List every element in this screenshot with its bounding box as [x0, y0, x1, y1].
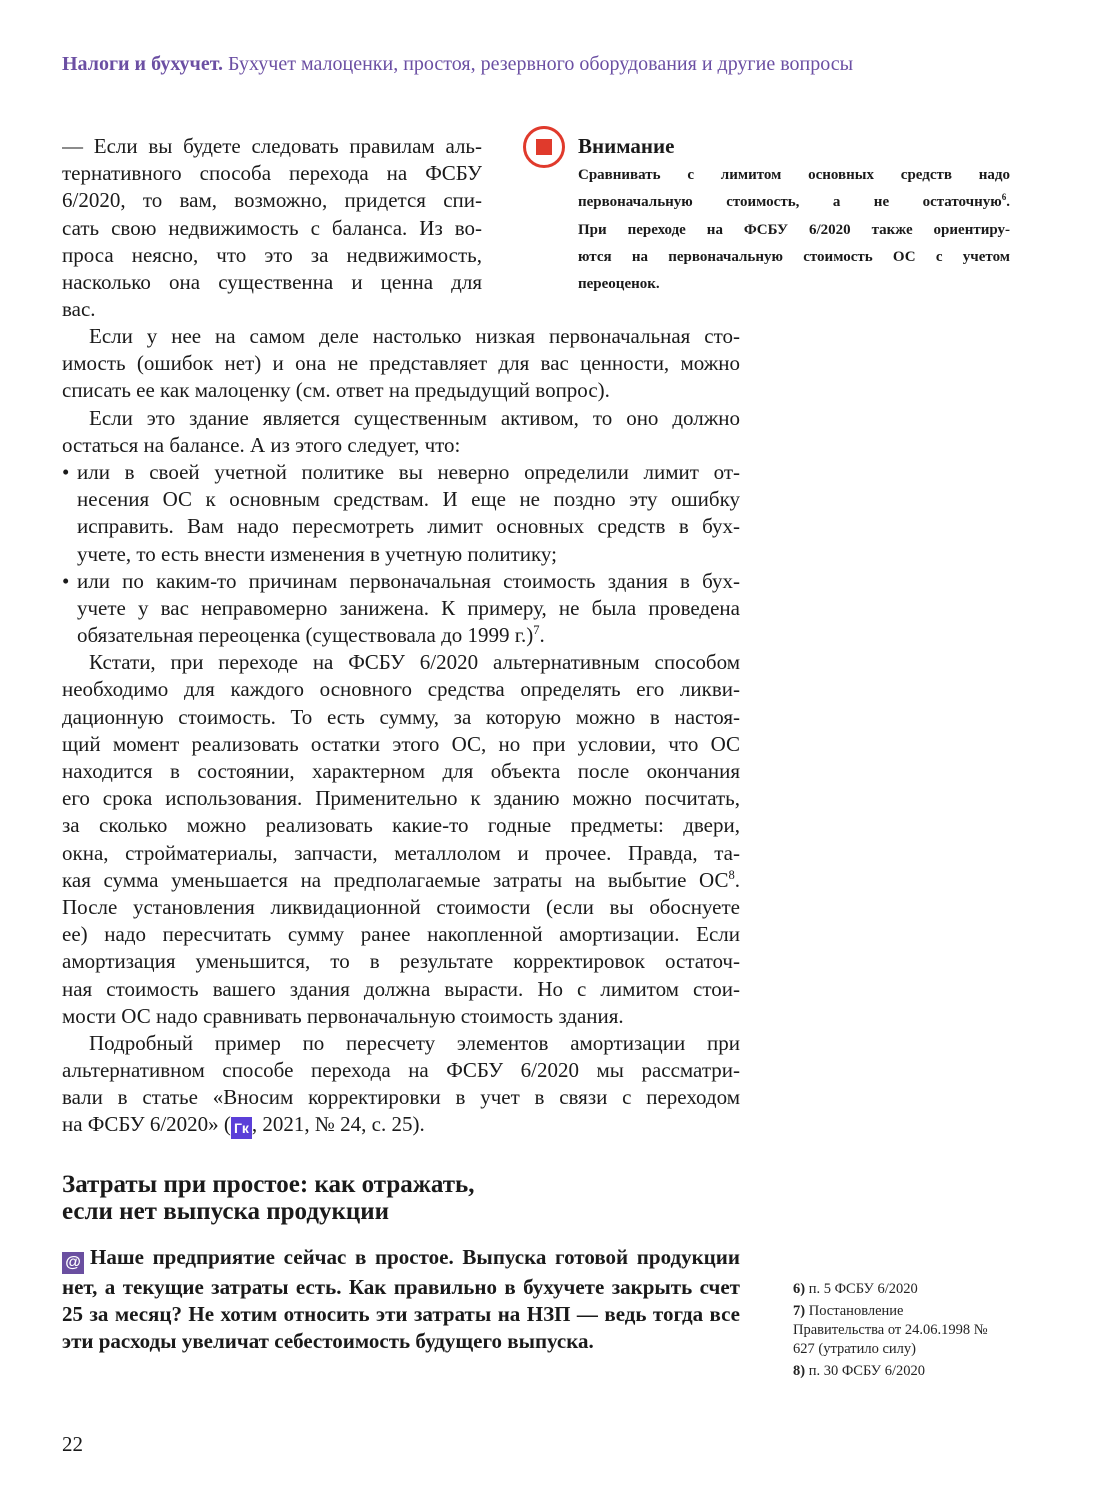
text-line: за сколько можно реализовать какие-то годные предметы: двери,: [62, 813, 740, 838]
running-header: [62, 53, 853, 76]
footnotes: [793, 1280, 993, 1384]
text-line: обязательная переоценка (существовала до 1999 г.)$^7$.: [77, 623, 545, 648]
attention-line: ются на первоначальную стоимость ОС с учетом: [578, 248, 1010, 265]
text-line: учете, то есть внести изменения в учетную политику;: [77, 541, 557, 566]
text-line: окна, стройматериалы, запчасти, металлолом и прочее. Правда, та-: [62, 840, 740, 865]
text-line: Подробный пример по пересчету элементов амортизации при: [89, 1030, 740, 1055]
text-line: исправить. Вам надо пересмотреть лимит основных средств в бух-: [77, 514, 740, 539]
text-line: Если у нее на самом деле настолько низкая первоначальная сто-: [89, 324, 740, 348]
text-line: После установления ликвидационной стоимости (если вы обоснуете: [62, 894, 740, 919]
text-line: насколько она существенна и ценна для: [62, 269, 482, 294]
main-text: [62, 323, 740, 1139]
footnote: 6) п. 5 ФСБУ 6/2020: [793, 1281, 918, 1297]
section-heading: Затраты при простое: как отражать, если нет выпуска продукции: [62, 1171, 475, 1225]
text-line: тернативного способа перехода на ФСБУ: [62, 161, 482, 186]
text-line: 6/2020, то вам, возможно, придется спи-: [62, 188, 482, 213]
text-line: списать ее как малоценку (см. ответ на предыдущий вопрос).: [62, 378, 610, 403]
text-line: кая сумма уменьшается на предполагаемые затраты на выбытие $ОС^8$.: [62, 867, 740, 892]
footnote: 7) Постановление Правительства от 24.06.1998 № 627 (утратило силу): [793, 1303, 988, 1357]
text-line: имость (ошибок нет) и она не представляет для вас ценности, можно: [62, 351, 740, 376]
footnote-ref[interactable]: 8: [728, 867, 735, 882]
text-line: Если это здание является существенным активом, то оно должно: [89, 405, 740, 430]
attention-icon: [523, 126, 565, 168]
header-subtitle: Бухучет малоценки, простоя, резервного оборудования и другие вопросы: [228, 53, 854, 75]
text-line: сать свою недвижимость с баланса. Из во-: [62, 215, 482, 240]
attention-line: первоначальную стоимость, а не остаточную$^6$.: [578, 192, 1010, 211]
text-line: амортизация уменьшится, то в результате корректировок остаточ-: [62, 949, 740, 974]
text-line: вас.: [62, 297, 96, 322]
text-line: ная стоимость вашего здания должна вырасти. Но с лимитом стои-: [62, 976, 740, 1001]
text-line: Кстати, при переходе на ФСБУ 6/2020 альтернативным способом: [89, 650, 740, 675]
left-column-text: [62, 133, 482, 323]
text-line: — Если вы будете следовать правилам аль-: [62, 134, 482, 158]
text-line: • или в своей учетной политике вы неверно определили лимит от-: [62, 459, 740, 486]
text-line: необходимо для каждого основного средства определять его ликви-: [62, 677, 740, 702]
text-line: проса неясно, что это за недвижимость,: [62, 242, 482, 267]
text-line: остаться на балансе. А из этого следует, что:: [62, 432, 461, 457]
attention-line: Сравнивать с лимитом основных средств надо: [578, 167, 1010, 183]
text-line: учете у вас неправомерно занижена. К примеру, не была проведена: [77, 595, 740, 620]
text-line: вали в статье «Вносим корректировки в учет в связи с переходом: [62, 1085, 740, 1110]
reader-question: @ Наше предприятие сейчас в простое. Выпуска готовой продукции нет, а текущие затраты есть. Как правильно в бухучете закрыть счет 25 за месяц? Не хотим относить эти затраты на НЗП — ведь тогда все эти расходы увеличат себестоимость будущего выпуска.: [62, 1245, 740, 1354]
text-line: несения ОС к основным средствам. И еще не поздно эту ошибку: [77, 487, 740, 512]
text-line: его срока использования. Применительно к зданию можно посчитать,: [62, 786, 740, 811]
text-line: находится в состоянии, характерном для объекта после окончания: [62, 759, 740, 783]
text-line: дационную стоимость. То есть сумму, за которую можно в настоя-: [62, 704, 740, 729]
text-line: на ФСБУ 6/2020» ( Гк , 2021, № 24, с. 25).: [62, 1111, 740, 1138]
attention-body: [578, 162, 1010, 298]
footnote: 8) п. 30 ФСБУ 6/2020: [793, 1363, 925, 1379]
email-question-icon: @: [62, 1252, 84, 1274]
footnote-ref[interactable]: 6: [1001, 192, 1007, 203]
attention-line: переоценок.: [578, 276, 660, 293]
header-section: Налоги и бухучет.: [62, 53, 224, 75]
footnote-ref[interactable]: 7: [533, 623, 540, 638]
text-line: • или по каким-то причинам первоначальная стоимость здания в бух-: [62, 568, 740, 595]
text-line: альтернативном способе перехода на ФСБУ 6/2020 мы рассматри-: [62, 1058, 740, 1083]
magazine-badge-icon[interactable]: Гк: [231, 1117, 252, 1138]
page-number: 22: [62, 1432, 83, 1456]
attention-title: Внимание: [578, 134, 675, 158]
attention-line: При переходе на ФСБУ 6/2020 также ориентиру-: [578, 221, 1010, 238]
text-line: мости ОС надо сравнивать первоначальную стоимость здания.: [62, 1003, 624, 1028]
text-line: ее) надо пересчитать сумму ранее накопленной амортизации. Если: [62, 922, 740, 947]
text-line: щий момент реализовать остатки этого ОС, но при условии, что ОС: [62, 731, 740, 756]
